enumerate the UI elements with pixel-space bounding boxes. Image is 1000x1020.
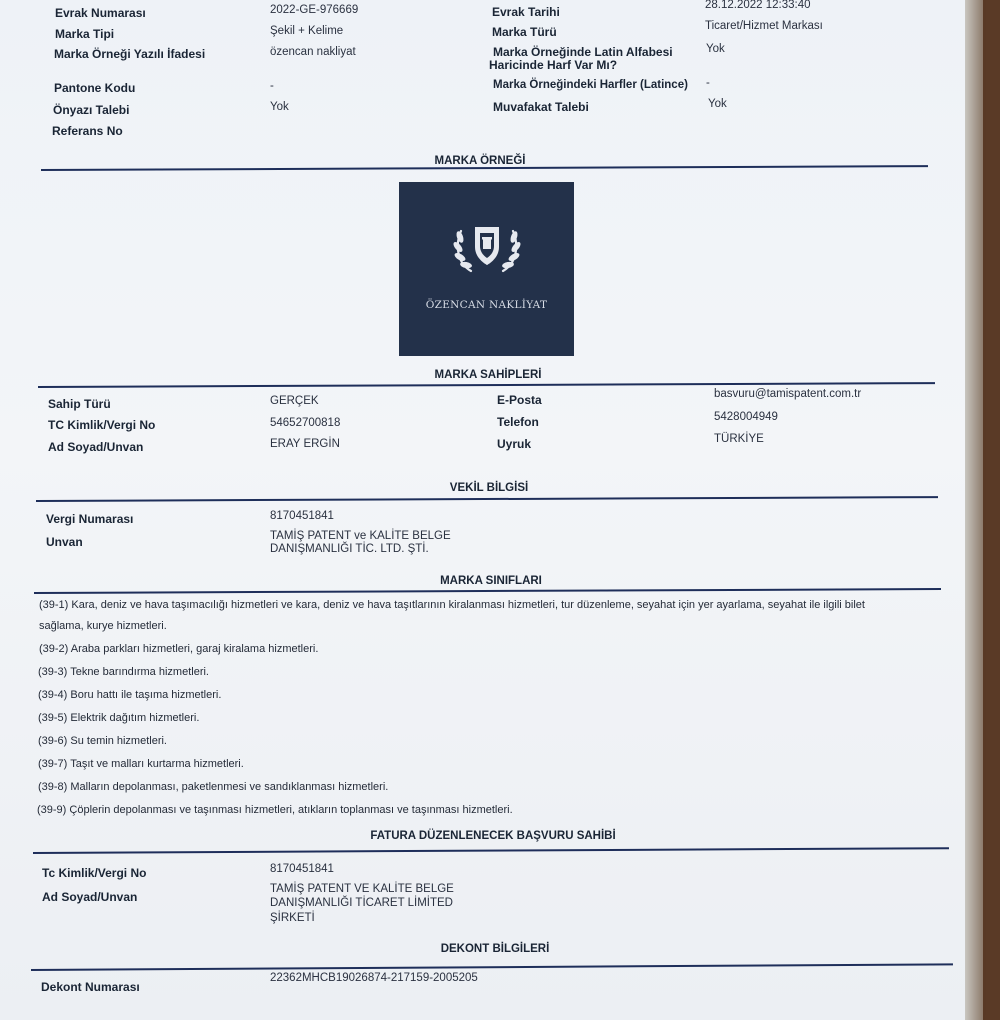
class-item: (39-9) Çöplerin depolanması ve taşınması hizmetleri, atıkların toplanması ve taşınması hizmetleri. <box>37 804 513 816</box>
onyazi-label: Önyazı Talebi <box>53 103 130 117</box>
evrak-numarasi-label: Evrak Numarası <box>55 6 146 20</box>
dekont-title: DEKONT BİLGİLERİ <box>440 943 550 955</box>
dekont-no-value: 22362MHCB19026874-217159-2005205 <box>270 972 478 984</box>
marka-tipi-value: Şekil + Kelime <box>270 25 344 37</box>
marka-turu-label: Marka Türü <box>492 25 557 39</box>
latin-disi-value: Yok <box>706 43 725 55</box>
vekil-unvan-line2: DANIŞMANLIĞI TİC. LTD. ŞTİ. <box>270 543 429 555</box>
fatura-tc-value: 8170451841 <box>270 863 334 875</box>
onyazi-value: Yok <box>270 101 289 113</box>
eposta-value: basvuru@tamispatent.com.tr <box>714 388 862 400</box>
marka-sahipleri-title: MARKA SAHİPLERİ <box>434 369 542 381</box>
class-item: (39-7) Taşıt ve malları kurtarma hizmetleri. <box>38 758 244 770</box>
laurel-shield-icon <box>451 219 523 277</box>
marka-logo <box>399 182 574 356</box>
marka-turu-value: Ticaret/Hizmet Markası <box>705 20 823 32</box>
sahip-turu-label: Sahip Türü <box>48 397 111 411</box>
vekil-title: VEKİL BİLGİSİ <box>449 482 529 494</box>
class-item: (39-2) Araba parkları hizmetleri, garaj kiralama hizmetleri. <box>39 643 319 655</box>
pantone-label: Pantone Kodu <box>54 81 136 95</box>
class-item: sağlama, kurye hizmetleri. <box>39 620 167 632</box>
vekil-unvan-label: Unvan <box>46 535 83 549</box>
tc-kimlik-value: 54652700818 <box>270 417 341 429</box>
class-item: (39-5) Elektrik dağıtım hizmetleri. <box>38 712 200 724</box>
telefon-label: Telefon <box>497 415 539 429</box>
evrak-tarihi-label: Evrak Tarihi <box>492 5 560 19</box>
fatura-ad-line3: ŞİRKETİ <box>270 912 315 924</box>
logo-text: ÖZENCAN NAKLİYAT <box>425 299 548 311</box>
vekil-unvan-line1: TAMİŞ PATENT ve KALİTE BELGE <box>270 530 451 542</box>
muvafakat-label: Muvafakat Talebi <box>493 100 589 114</box>
referans-label: Referans No <box>52 124 123 138</box>
eposta-label: E-Posta <box>497 393 542 407</box>
yazili-ifade-value: özencan nakliyat <box>270 46 356 58</box>
page-edge <box>965 0 983 1020</box>
fatura-title: FATURA DÜZENLENECEK BAŞVURU SAHİBİ <box>370 830 616 842</box>
fatura-ad-line2: DANIŞMANLIĞI TİCARET LİMİTED <box>270 897 453 909</box>
muvafakat-value: Yok <box>708 98 727 110</box>
yazili-ifade-label: Marka Örneği Yazılı İfadesi <box>54 47 206 61</box>
uyruk-value: TÜRKİYE <box>714 433 764 445</box>
vergi-numarasi-label: Vergi Numarası <box>46 512 134 526</box>
telefon-value: 5428004949 <box>714 411 778 423</box>
ad-soyad-value: ERAY ERGİN <box>270 438 340 450</box>
evrak-numarasi-value: 2022-GE-976669 <box>270 4 359 16</box>
latin-disi-label-2: Haricinde Harf Var Mı? <box>489 58 618 72</box>
fatura-ad-label: Ad Soyad/Unvan <box>42 890 138 904</box>
tc-kimlik-label: TC Kimlik/Vergi No <box>48 418 156 432</box>
marka-tipi-label: Marka Tipi <box>55 27 115 41</box>
class-item: (39-4) Boru hattı ile taşıma hizmetleri. <box>38 689 222 701</box>
class-item: (39-8) Malların depolanması, paketlenmesi ve sandıklanması hizmetleri. <box>38 781 389 793</box>
marka-siniflari-title: MARKA SINIFLARI <box>440 575 542 587</box>
harfler-value: - <box>706 77 710 89</box>
sahip-turu-value: GERÇEK <box>270 395 319 407</box>
evrak-tarihi-value: 28.12.2022 12:33:40 <box>705 0 811 11</box>
vergi-numarasi-value: 8170451841 <box>270 510 334 522</box>
ad-soyad-label: Ad Soyad/Unvan <box>48 440 144 454</box>
fatura-tc-label: Tc Kimlik/Vergi No <box>42 866 147 880</box>
pantone-value: - <box>270 80 274 92</box>
uyruk-label: Uyruk <box>497 437 532 451</box>
latin-disi-label-1: Marka Örneğinde Latin Alfabesi <box>493 45 673 59</box>
harfler-label: Marka Örneğindeki Harfler (Latince) <box>493 79 688 91</box>
class-item: (39-6) Su temin hizmetleri. <box>38 735 167 747</box>
dekont-no-label: Dekont Numarası <box>41 980 140 994</box>
class-item: (39-1) Kara, deniz ve hava taşımacılığı hizmetleri ve kara, deniz ve hava taşıtlarının kiralanması hizmetleri, tur düzenleme, seyahat için yer ayarlama, seyahat ile ilgili bilet <box>39 599 865 611</box>
fatura-ad-line1: TAMİŞ PATENT VE KALİTE BELGE <box>270 883 454 895</box>
marka-ornegi-title: MARKA ÖRNEĞİ <box>434 155 526 167</box>
class-item: (39-3) Tekne barındırma hizmetleri. <box>38 666 209 678</box>
